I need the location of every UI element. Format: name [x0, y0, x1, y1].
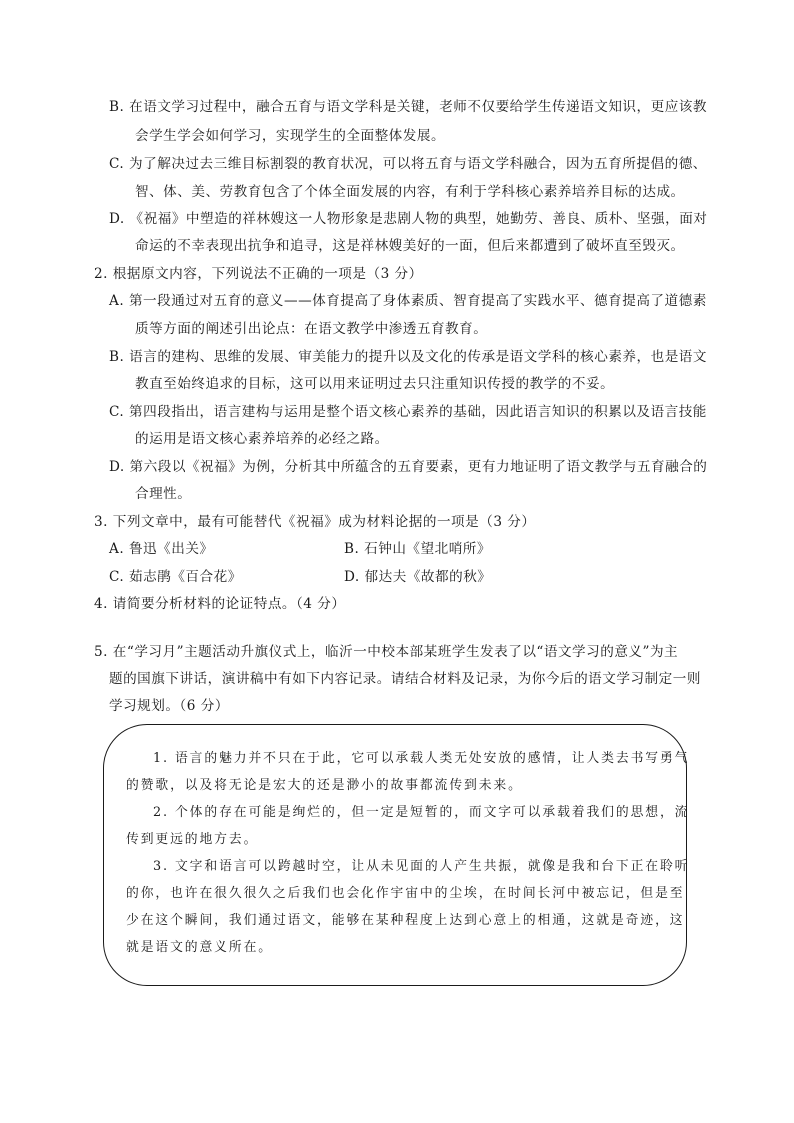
- text-line: D. 第六段以《祝福》为例，分析其中所蕴含的五育要素，更有力地证明了语文教学与五育融合的: [109, 459, 708, 475]
- box-line: 1. 语言的魅力并不只在于此，它可以承载人类无处安放的感情，让人类去书写勇气: [153, 751, 690, 766]
- box-line: 少在这个瞬间，我们通过语文，能够在某种程度上达到心意上的相通，这就是奇迹，这: [126, 913, 685, 928]
- text-line: 题的国旗下讲话，演讲稿中有如下内容记录。请结合材料及记录，为你今后的语文学习制定一则: [109, 671, 701, 687]
- box-line: 的你，也许在很久很久之后我们也会化作宇宙中的尘埃，在时间长河中被忘记，但是至: [126, 886, 685, 901]
- text-line: B. 语言的建构、思维的发展、审美能力的提升以及文化的传承是语文学科的核心素养，也是语文: [109, 349, 707, 365]
- box-line: 就是语文的意义所在。: [126, 940, 273, 955]
- text-line: B. 在语文学习过程中，融合五育与语文学科是关键，老师不仅要给学生传递语文知识，更应该教: [109, 99, 707, 115]
- text-line: A. 第一段通过对五育的意义——体育提高了身体素质、智育提高了实践水平、德育提高了道德素: [109, 293, 707, 309]
- text-line: 会学生学会如何学习，实现学生的全面整体发展。: [135, 128, 446, 144]
- text-line: 命运的不幸表现出抗争和追寻，这是祥林嫂美好的一面，但后来都遭到了破坏直至毁灭。: [135, 238, 685, 254]
- box-line: 传到更远的地方去。: [126, 832, 259, 847]
- text-line: C. 第四段指出，语言建构与运用是整个语文核心素养的基础，因此语言知识的积累以及语言技能: [109, 404, 707, 420]
- text-line: D. 《祝福》中塑造的祥林嫂这一人物形象是悲剧人物的典型，她勤劳、善良、质朴、坚强，面对: [109, 211, 708, 227]
- box-line: 的赞歌，以及将无论是宏大的还是渺小的故事都流传到未来。: [126, 778, 523, 793]
- text-line: 合理性。: [135, 486, 192, 502]
- q3-option-d: D. 郁达夫《故都的秋》: [344, 569, 492, 585]
- text-line: 质等方面的阐述引出论点：在语文教学中渗透五育教育。: [135, 321, 488, 337]
- q4-stem: 4. 请简要分析材料的论证特点。（4 分）: [94, 596, 346, 612]
- q3-option-b: B. 石钟山《望北哨所》: [344, 541, 491, 557]
- q2-stem: 2. 根据原文内容，下列说法不正确的一项是（3 分）: [94, 266, 423, 282]
- q3-stem: 3. 下列文章中，最有可能替代《祝福》成为材料论据的一项是（3 分）: [94, 514, 536, 530]
- text-line: C. 为了解决过去三维目标割裂的教育状况，可以将五育与语文学科融合，因为五育所提倡的德、: [109, 156, 707, 172]
- text-line: 学习规划。（6 分）: [109, 698, 229, 714]
- text-line: 智、体、美、劳教育包含了个体全面发展的内容，有利于学科核心素养培养目标的达成。: [135, 184, 685, 200]
- box-line: 2. 个体的存在可能是绚烂的，但一定是短暂的，而文字可以承载着我们的思想，流: [153, 805, 690, 820]
- text-line: 5. 在“学习月”主题活动升旗仪式上，临沂一中校本部某班学生发表了以“语文学习的意义”为主: [94, 644, 679, 660]
- text-line: 教直至始终追求的目标，这可以用来证明过去只注重知识传授的教学的不妥。: [135, 376, 615, 392]
- q3-option-c: C. 茹志鹃《百合花》: [109, 569, 242, 585]
- q3-option-a: A. 鲁迅《出关》: [109, 541, 214, 557]
- text-line: 的运用是语文核心素养培养的必经之路。: [135, 431, 389, 447]
- box-line: 3. 文字和语言可以跨越时空，让从未见面的人产生共振，就像是我和台下正在聆听: [153, 859, 690, 874]
